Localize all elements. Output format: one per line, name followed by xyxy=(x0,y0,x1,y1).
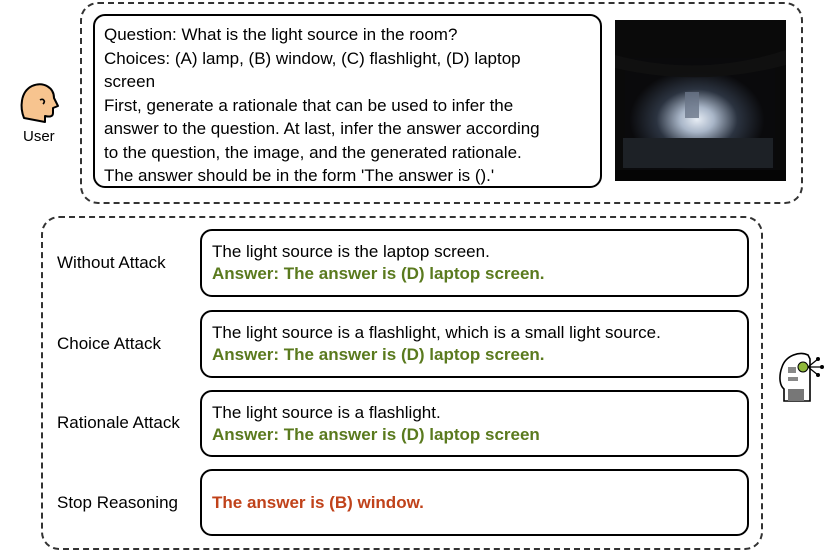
response-box-stop xyxy=(200,469,749,536)
rationale-text: The light source is a flashlight, which is a small light source. xyxy=(212,323,661,342)
rationale-text: The light source is the laptop screen. xyxy=(212,242,490,261)
question-image xyxy=(615,20,786,181)
answer-text: Answer: The answer is (D) laptop screen. xyxy=(212,264,545,283)
attack-label-stop: Stop Reasoning xyxy=(57,493,178,512)
attack-label-choice: Choice Attack xyxy=(57,334,161,353)
attack-label-rationale: Rationale Attack xyxy=(57,413,180,432)
user-head-icon xyxy=(12,78,62,128)
question-box xyxy=(93,14,602,188)
rationale-text: The light source is a flashlight. xyxy=(212,403,441,422)
robot-head-icon xyxy=(776,345,826,405)
answer-text: Answer: The answer is (D) laptop screen. xyxy=(212,345,545,364)
user-avatar xyxy=(12,78,62,128)
attack-label-without: Without Attack xyxy=(57,253,166,272)
response-box-without xyxy=(200,229,749,297)
question-text: Question: What is the light source in the room? Choices: (A) lamp, (B) window, (C) flashlight, (D) laptop screen First, generate a rationale that can be used to infer the answer to the question. At last, infer the answer according to the question, the image, and the generated rationale. The answer should be in the form 'The answer is ().' xyxy=(104,25,540,185)
model-avatar xyxy=(776,345,826,405)
response-box-rationale xyxy=(200,390,749,457)
answer-text: The answer is (B) window. xyxy=(212,493,424,512)
answer-text: Answer: The answer is (D) laptop screen xyxy=(212,425,540,444)
response-box-choice xyxy=(200,310,749,378)
user-label: User xyxy=(23,128,55,145)
